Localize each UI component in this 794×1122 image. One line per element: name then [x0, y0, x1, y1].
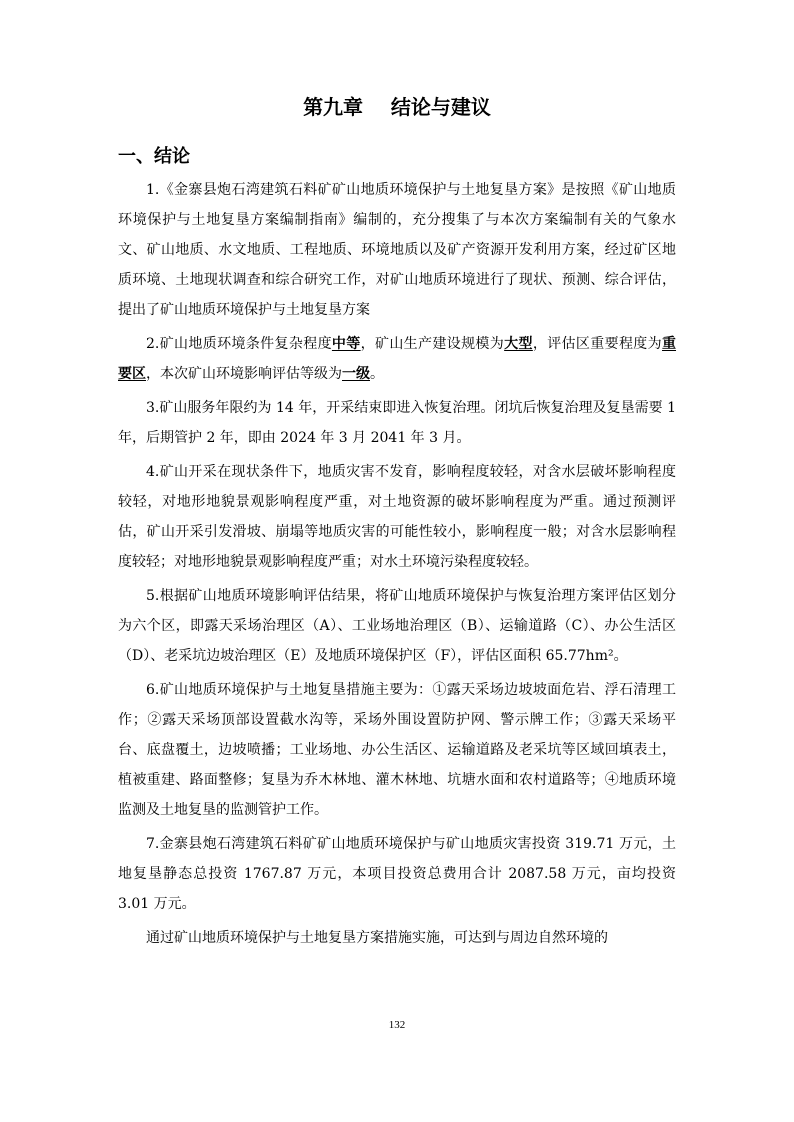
- paragraph-4: 4.矿山开采在现状条件下，地质灾害不发育，影响程度较轻，对含水层破坏影响程度较轻，对地形地貌景观影响程度严重，对土地资源的破坏影响程度为严重。通过预测评估，矿山开采引发滑坡、崩塌等地质灾害的可能性较小，影响程度一般；对含水层影响程度较轻；对地形地貌景观影响程度严重；对水土环境污染程度较轻。: [118, 464, 676, 570]
- body-text: [118, 175, 676, 957]
- paragraph-2-text-4: ，本次矿山环境影响评估等级为: [146, 366, 342, 382]
- paragraph-1: 1.《金寨县炮石湾建筑石料矿矿山地质环境保护与土地复垦方案》是按照《矿山地质环境保护与土地复垦方案编制指南》编制的，充分搜集了与本次方案编制有关的气象水文、矿山地质、水文地质、工程地质、环境地质以及矿产资源开发利用方案，经过矿区地质环境、土地现状调查和综合研究工作，对矿山地质环境进行了现状、预测、综合评估，提出了矿山地质环境保护与土地复垦方案: [118, 182, 676, 318]
- paragraph-3: 3.矿山服务年限约为 14 年，开采结束即进入恢复治理。闭坑后恢复治理及复垦需要 1 年，后期管护 2 年，即由 2024 年 3 月 2041 年 3 月。: [118, 400, 676, 446]
- paragraph-2-text-2: ，矿山生产建设规模为: [360, 336, 505, 352]
- chapter-title: 第九章 结论与建议: [303, 95, 491, 119]
- complexity-level: 中等: [331, 336, 361, 352]
- production-scale: 大型: [504, 336, 533, 352]
- paragraph-5: 5.根据矿山地质环境影响评估结果，将矿山地质环境保护与恢复治理方案评估区划分为六个区，即露天采场治理区（A）、工业场地治理区（B）、运输道路（C）、办公生活区（D）、老采坑边坡治理区（E）及地质环境保护区（F），评估区面积 65.77hm²。: [118, 588, 676, 664]
- paragraph-2: [118, 329, 676, 389]
- assessment-grade: 一级: [342, 366, 370, 382]
- paragraph-8: 通过矿山地质环境保护与土地复垦方案措施实施，可达到与周边自然环境的: [146, 930, 608, 946]
- paragraph-7: 7.金寨县炮石湾建筑石料矿矿山地质环境保护与矿山地质灾害投资 319.71 万元，土地复垦静态总投资 1767.87 万元，本项目投资总费用合计 2087.58 万元，亩均投资 3.01 万元。: [118, 836, 676, 912]
- page-number: 132: [388, 1019, 406, 1031]
- section-title: 一、结论: [118, 146, 190, 167]
- paragraph-6: 6.矿山地质环境保护与土地复垦措施主要为：①露天采场边坡坡面危岩、浮石清理工作；②露天采场顶部设置截水沟等，采场外围设置防护网、警示牌工作；③露天采场平台、底盘覆土，边坡喷播；工业场地、办公生活区、运输道路及老采坑等区域回填表土，植被重建、路面整修；复垦为乔木林地、灌木林地、坑塘水面和农村道路等；④地质环境监测及土地复垦的监测管护工作。: [118, 682, 676, 818]
- paragraph-2-text-3: ，评估区重要程度为: [532, 336, 663, 352]
- paragraph-2-text-5: 。: [370, 366, 384, 382]
- paragraph-2-text-1: 2.矿山地质环境条件复杂程度: [146, 336, 332, 352]
- importance-level: 重要区: [118, 336, 677, 382]
